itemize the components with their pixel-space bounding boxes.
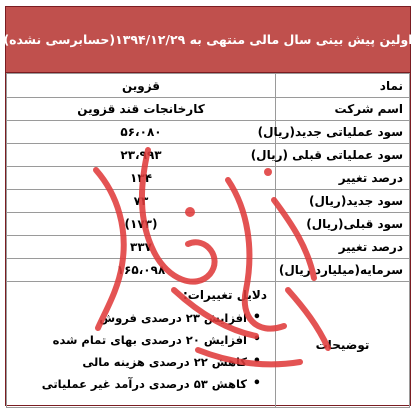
row-label: سود جدید(ریال)	[276, 190, 410, 213]
row-label: سود عملیاتی قبلی (ریال)	[276, 144, 410, 167]
table-title: اولین پیش بینی سال مالی منتهی به ۱۳۹۴/۱۲/۲۹(حسابرسی نشده)	[6, 7, 410, 73]
explanations-heading: دلایل تغییرات:	[183, 288, 267, 302]
row-label: سود قبلی(ریال)	[276, 213, 410, 236]
list-item: • کاهش ۲۲ درصدی هزینه مالی	[11, 351, 247, 373]
row-value: کارخانجات قند قزوین	[7, 98, 276, 121]
explanations-row	[7, 282, 410, 408]
row-value: ۲۳،۹۹۳	[7, 144, 276, 167]
table-row	[7, 121, 410, 144]
row-value: ۷۳	[7, 190, 276, 213]
row-value: ۳۳۷	[7, 236, 276, 259]
header-label-cell: نماد	[276, 74, 410, 98]
row-label: سود عملیاتی جدید(ریال)	[276, 121, 410, 144]
table-row	[7, 98, 410, 121]
explanations-list	[11, 307, 267, 395]
list-item: • افزایش ۲۳ درصدی فروش	[11, 307, 247, 329]
header-value-cell: قزوین	[7, 74, 276, 98]
row-label: اسم شرکت	[276, 98, 410, 121]
row-label: درصد تغییر	[276, 167, 410, 190]
table-row	[7, 259, 410, 282]
row-value: ۱۳۴	[7, 167, 276, 190]
list-item: • افزایش ۲۰ درصدی بهای تمام شده	[11, 329, 247, 351]
row-value: ۱۶۵،۰۹۸	[7, 259, 276, 282]
row-value: ۵۶،۰۸۰	[7, 121, 276, 144]
table-row	[7, 213, 410, 236]
list-item: • کاهش ۵۳ درصدی درآمد غیر عملیاتی	[11, 373, 247, 395]
header-row	[7, 74, 410, 98]
explanations-cell	[7, 282, 276, 408]
explanations-label: توضیحات	[276, 282, 410, 408]
table-row	[7, 190, 410, 213]
forecast-table	[6, 73, 410, 408]
forecast-table-card	[5, 6, 411, 406]
row-label: سرمایه(میلیارد ریال)	[276, 259, 410, 282]
table-row	[7, 144, 410, 167]
row-value: (۱۷۳)	[7, 213, 276, 236]
table-row	[7, 167, 410, 190]
row-label: درصد تغییر	[276, 236, 410, 259]
table-row	[7, 236, 410, 259]
